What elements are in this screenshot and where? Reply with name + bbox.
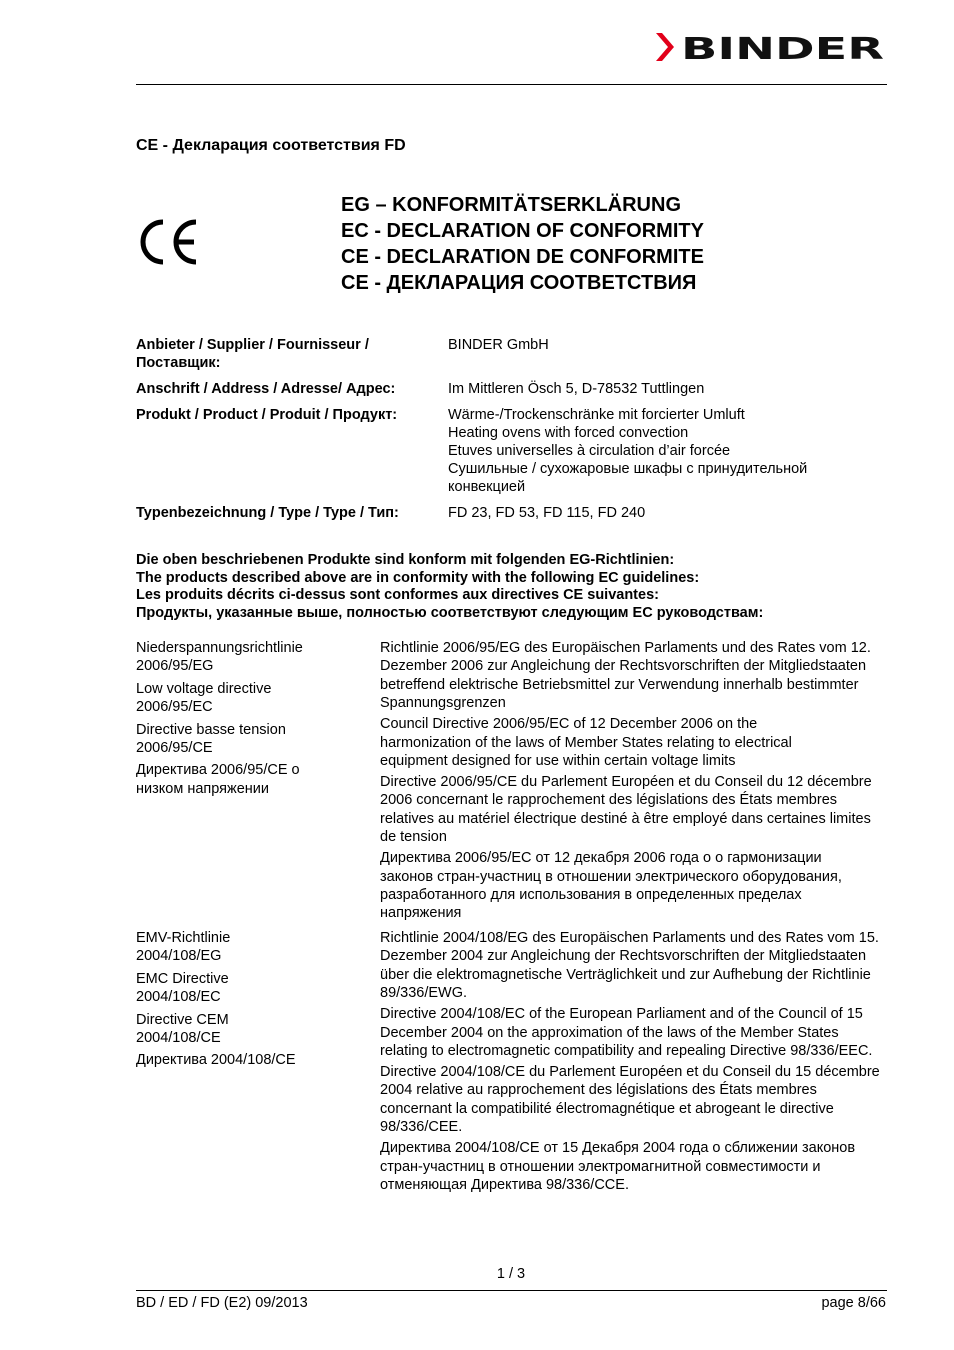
title-line-ru: CE - ДЕКЛАРАЦИЯ СООТВЕТСТВИЯ: [341, 272, 697, 294]
product-line-en: Heating ovens with forced convection: [448, 425, 689, 441]
product-values: [448, 406, 888, 496]
intro-line-ru: Продукты, указанные выше, полностью соответствуют следующим ЕС руководствам:: [136, 604, 764, 621]
address-label: Anschrift / Address / Adresse/ Адрес:: [136, 381, 396, 397]
directive-name-de: Niederspannungsrichtlinie 2006/95/EG: [136, 640, 303, 675]
ce-mark-graphic: [138, 218, 200, 266]
declaration-title: [341, 192, 704, 296]
product-line-fr: Etuves universelles à circulation d’air forcée: [448, 443, 731, 459]
directive-descriptions: [380, 639, 888, 925]
title-line-en: EC - DECLARATION OF CONFORMITY: [341, 220, 704, 242]
directive-name-ru: Директива 2006/95/CE о низком напряжении: [136, 762, 300, 797]
directive-desc-en: Directive 2004/108/EC of the European Parliament and of the Council of 15 December 2004 on the approximation of the laws of the Member States relating to electromagnetic compatibility and repealing Directive 98/336/EEC.: [380, 1006, 873, 1060]
title-line-de: EG – KONFORMITÄTSERKLÄRUNG: [341, 194, 681, 216]
directive-desc-de: Richtlinie 2006/95/EG des Europäischen Parlaments und des Rates vom 12. Dezember 2006 zur Angleichung der Rechtsvorschriften der Mitgliedstaaten betreffend elektrische Betriebsmittel zur Verwendung innerhalb bestimmter Spannungsgrenzen: [380, 640, 871, 712]
directive-name-de: EMV-Richtlinie 2004/108/EG: [136, 930, 231, 965]
section-title: CE - Декларация соответствия FD: [136, 137, 406, 154]
type-value: FD 23, FD 53, FD 115, FD 240: [448, 505, 646, 521]
intro-line-de: Die oben beschriebenen Produkte sind konform mit folgenden EG-Richtlinien:: [136, 552, 675, 568]
supplier-label: Anbieter / Supplier / Fournisseur / Поставщик:: [136, 337, 369, 371]
directive-desc-ru: Директива 2006/95/EC от 12 декабря 2006 года о о гармонизации законов стран-участниц в отношении электрического оборудования, разработанного для использования в определенных пределах напряжения: [380, 850, 842, 922]
address-value: Im Mittleren Ösch 5, D-78532 Tuttlingen: [448, 381, 705, 397]
directive-name-en: EMC Directive 2004/108/EC: [136, 970, 229, 1006]
product-line-de: Wärme-/Trockenschränke mit forcierter Umluft: [448, 407, 745, 423]
type-label: Typenbezeichnung / Type / Type / Тип:: [136, 505, 399, 521]
product-label: Produkt / Product / Produit / Продукт:: [136, 407, 398, 423]
directive-name-fr: Directive CEM 2004/108/CE: [136, 1011, 229, 1047]
conformity-intro: [136, 552, 888, 622]
binder-logo-graphic: [654, 30, 886, 64]
header-rule: [136, 84, 887, 85]
page-number: 1 / 3: [496, 1266, 526, 1282]
ce-mark-icon: [138, 218, 200, 266]
directive-desc-de: Richtlinie 2004/108/EG des Europäischen Parlaments und des Rates vom 15. Dezember 2004 zur Angleichung der Rechtsvorschriften der Mitgliedstaaten über die elektromagnetische Verträglichkeit und zur Aufhebung der Richtlinie 89/336/EWG.: [380, 930, 879, 1002]
directive-name-fr: Directive basse tension 2006/95/CE: [136, 721, 286, 757]
type-row: [136, 504, 888, 522]
info-table: [136, 336, 888, 530]
directive-names: [136, 929, 380, 1197]
directive-emc: [136, 929, 888, 1197]
directive-desc-en: Council Directive 2006/95/EC of 12 December 2006 on the harmonization of the laws of Member States relating to electrical equipment designed for use within certain voltage limits: [380, 716, 792, 770]
title-line-fr: CE - DECLARATION DE CONFORMITE: [341, 246, 704, 268]
logo-arrow-icon: [656, 33, 674, 61]
product-row: [136, 406, 888, 496]
address-row: [136, 380, 888, 398]
logo-text: BINDER: [681, 32, 884, 64]
footer-document-id: BD / ED / FD (E2) 09/2013: [136, 1295, 308, 1311]
binder-logo: [654, 30, 886, 64]
directive-desc-fr: Directive 2004/108/CE du Parlement Européen et du Conseil du 15 décembre 2004 relative au rapprochement des législations des États membres concernant la compatibilité électromagnétique et abrogeant le directive 98/336/CEE.: [380, 1064, 880, 1136]
directive-desc-fr: Directive 2006/95/CE du Parlement Européen et du Conseil du 12 décembre 2006 concernant le rapprochement des législations des États membres relatives au matériel électrique destiné à être employé dans certaines limites de tension: [380, 774, 872, 846]
directive-name-ru: Директива 2004/108/CE: [136, 1052, 296, 1069]
supplier-row: [136, 336, 888, 372]
directive-low-voltage: [136, 639, 888, 925]
intro-line-en: The products described above are in conformity with the following EC guidelines:: [136, 569, 700, 586]
directive-name-en: Low voltage directive 2006/95/EC: [136, 680, 272, 716]
footer-page: page 8/66: [821, 1295, 886, 1311]
footer-rule: [136, 1290, 887, 1291]
supplier-value: BINDER GmbH: [448, 337, 549, 353]
directive-descriptions: [380, 929, 888, 1197]
directive-desc-ru: Директива 2004/108/CE от 15 Декабря 2004 года о сближении законов стран-участниц в отношении электромагнитной совместимости и отменяющая Директива 98/336/CCE.: [380, 1140, 856, 1194]
directive-names: [136, 639, 380, 925]
product-line-ru: Сушильные / сухожаровые шкафы с принудительной конвекцией: [448, 461, 808, 495]
intro-line-fr: Les produits décrits ci-dessus sont conformes aux directives CE suivantes:: [136, 587, 659, 603]
